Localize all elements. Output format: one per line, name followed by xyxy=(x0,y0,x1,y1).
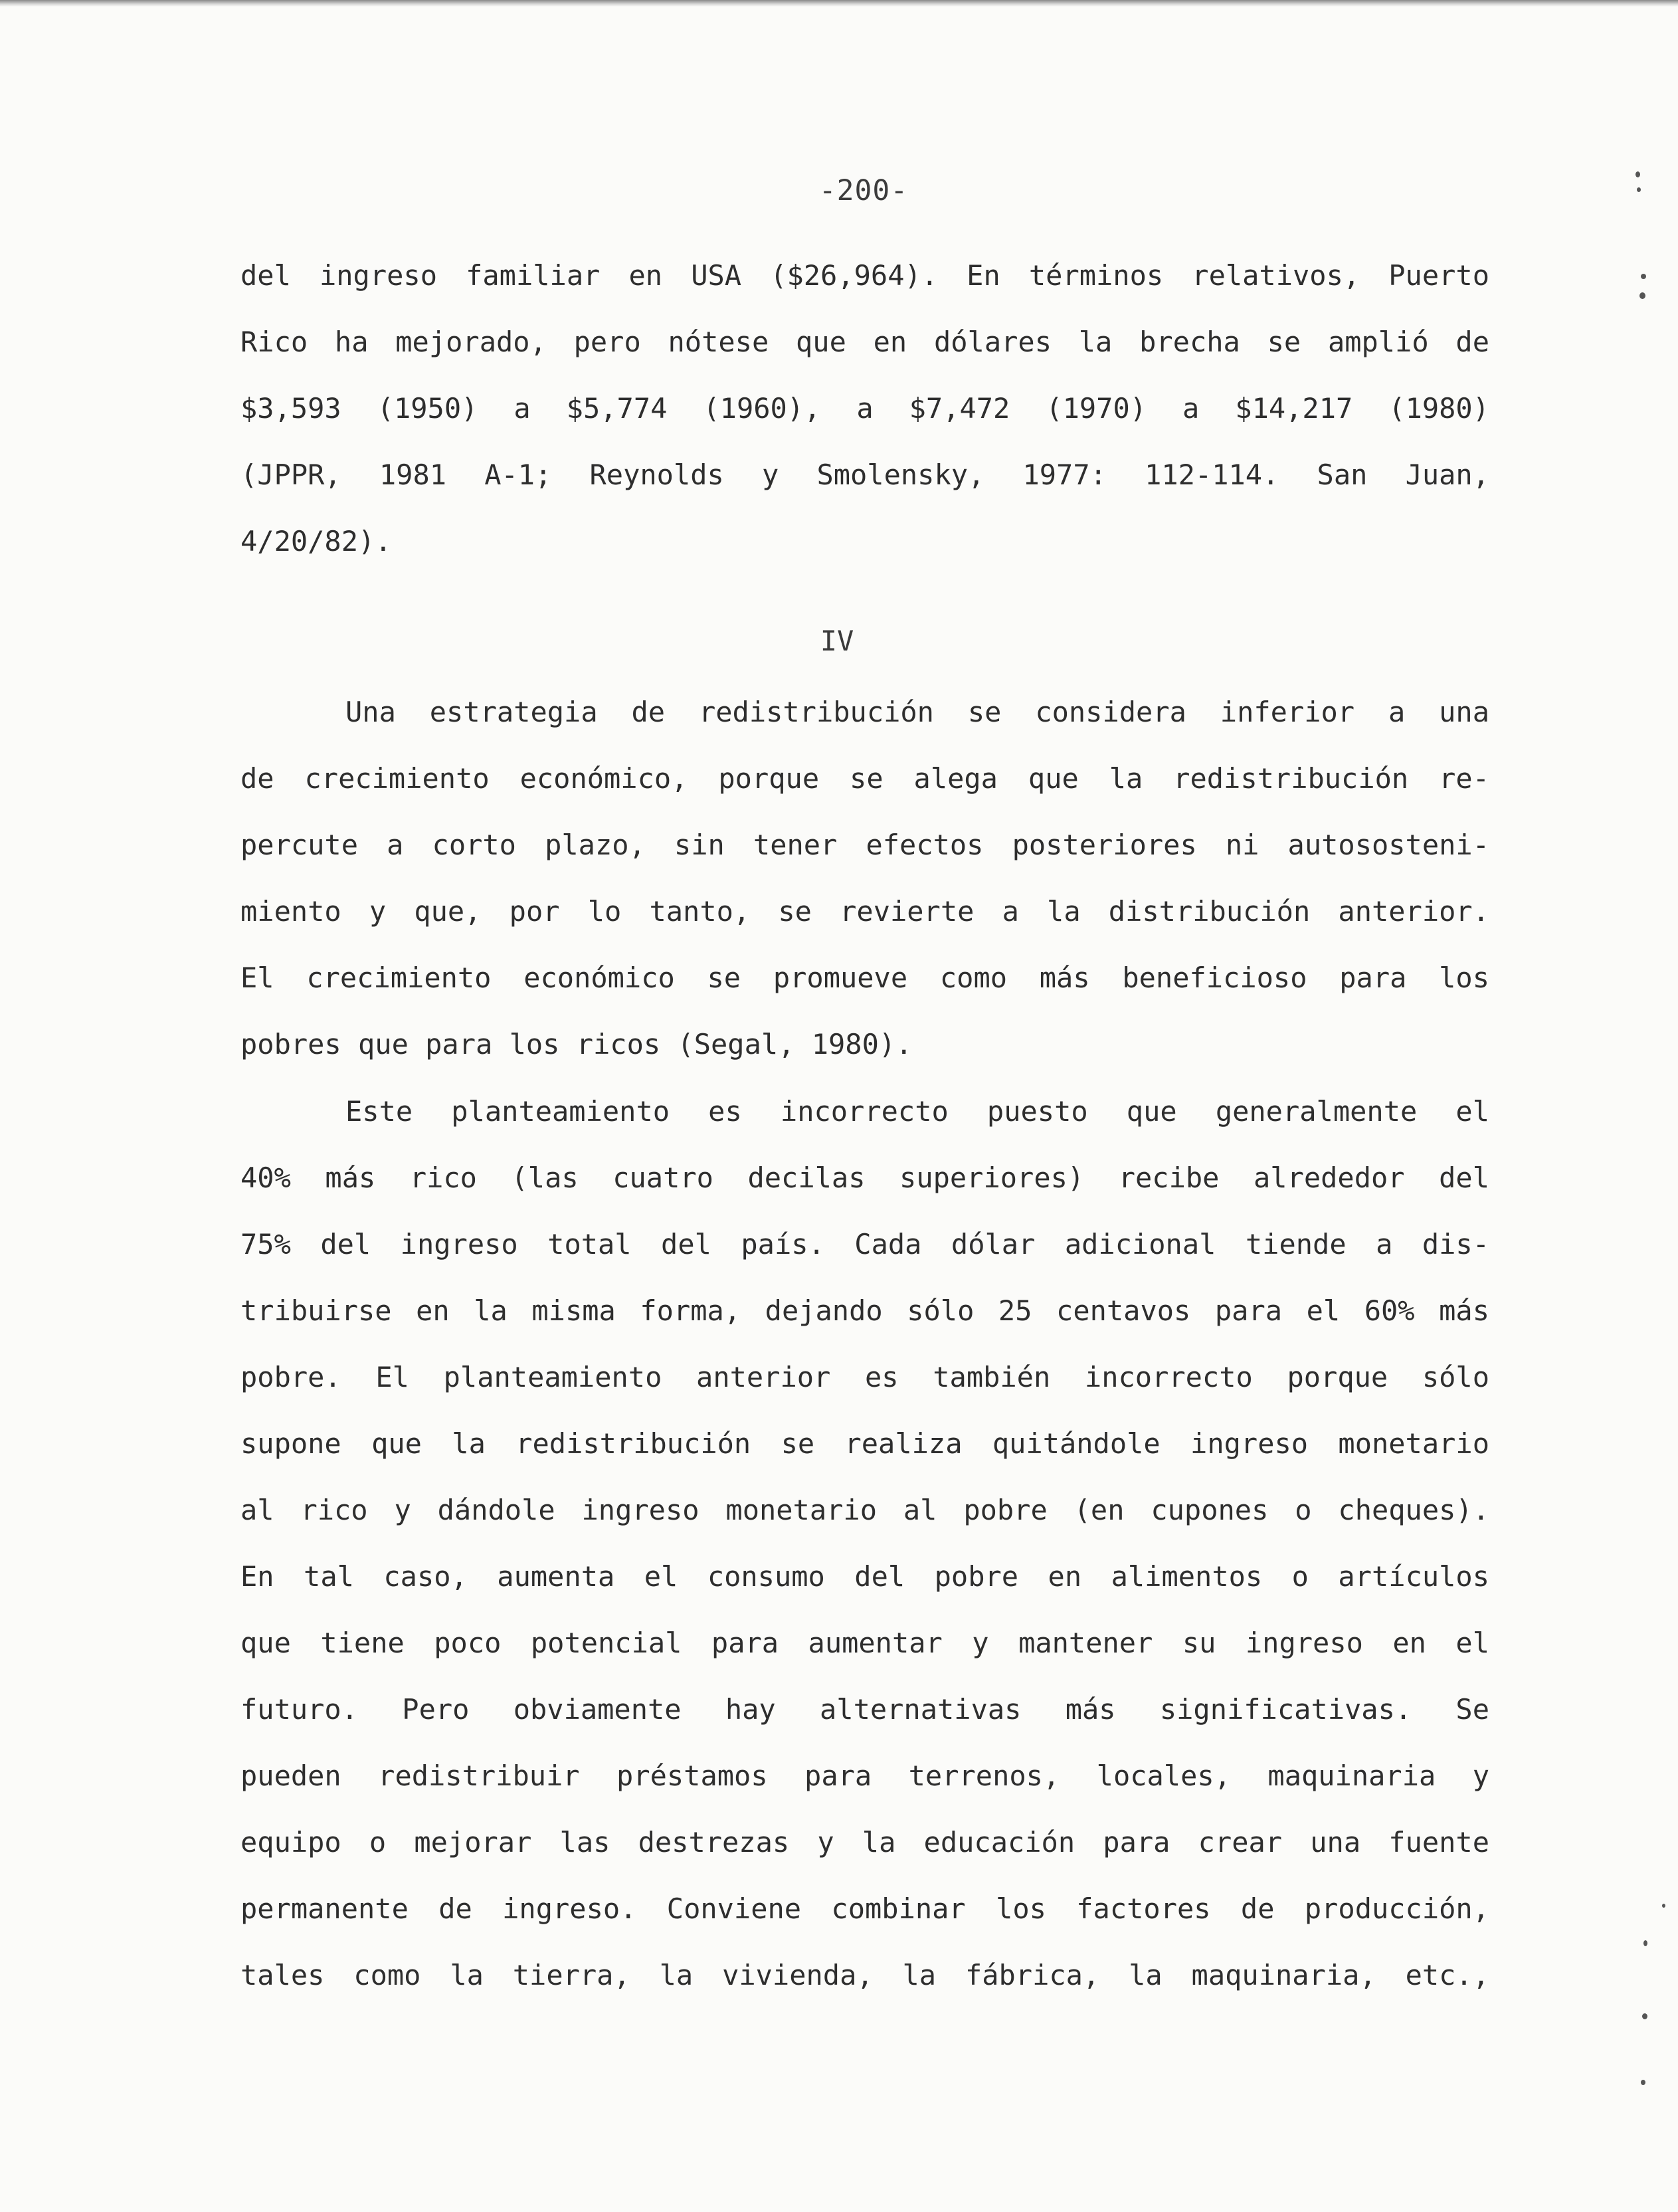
text-line: pueden redistribuir préstamos para terrenos, locales, maquinaria y xyxy=(240,1760,1489,1792)
scan-speck xyxy=(1637,187,1641,192)
text-line: que tiene poco potencial para aumentar y mantener su ingreso en el xyxy=(240,1627,1489,1659)
text-line: 40% más rico (las cuatro decilas superiores) recibe alrededor del xyxy=(240,1161,1489,1194)
scan-speck xyxy=(1662,1904,1665,1908)
text-line: al rico y dándole ingreso monetario al pobre (en cupones o cheques). xyxy=(240,1494,1489,1526)
text-line: permanente de ingreso. Conviene combinar los factores de producción, xyxy=(240,1892,1489,1925)
paragraph-counterargument xyxy=(240,1078,1489,2009)
scan-speck xyxy=(1641,274,1646,279)
text-line: 75% del ingreso total del país. Cada dólar adicional tiende a dis- xyxy=(240,1228,1489,1260)
text-line: pobre. El planteamiento anterior es también incorrecto porque sólo xyxy=(240,1361,1489,1393)
scan-speck xyxy=(1639,292,1645,299)
text-line: (JPPR, 1981 A-1; Reynolds y Smolensky, 1977: 112-114. San Juan, xyxy=(240,458,1489,491)
text-line: pobres que para los ricos (Segal, 1980). xyxy=(240,1028,913,1060)
text-line: del ingreso familiar en USA ($26,964). En términos relativos, Puerto xyxy=(240,259,1489,292)
scan-top-edge xyxy=(0,0,1678,7)
text-line: de crecimiento económico, porque se alega que la redistribución re- xyxy=(240,762,1489,795)
text-line: miento y que, por lo tanto, se revierte a la distribución anterior. xyxy=(240,895,1489,928)
text-line: El crecimiento económico se promueve como más beneficioso para los xyxy=(240,961,1489,994)
page-number: -200- xyxy=(818,174,909,207)
text-line: tales como la tierra, la vivienda, la fábrica, la maquinaria, etc., xyxy=(240,1959,1489,1991)
text-line: tribuirse en la misma forma, dejando sólo 25 centavos para el 60% más xyxy=(240,1294,1489,1327)
scan-speck xyxy=(1643,1940,1647,1946)
text-line: equipo o mejorar las destrezas y la educación para crear una fuente xyxy=(240,1826,1489,1859)
text-line: $3,593 (1950) a $5,774 (1960), a $7,472 (1970) a $14,217 (1980) xyxy=(240,392,1489,425)
text-line: percute a corto plazo, sin tener efectos posteriores ni autososteni- xyxy=(240,829,1489,861)
text-line: Este planteamiento es incorrecto puesto que generalmente el xyxy=(345,1095,1489,1128)
text-line: Rico ha mejorado, pero nótese que en dólares la brecha se amplió de xyxy=(240,326,1489,358)
text-line: supone que la redistribución se realiza quitándole ingreso monetario xyxy=(240,1427,1489,1460)
paragraph-redistribution-strategy xyxy=(240,679,1489,1078)
text-line: 4/20/82). xyxy=(240,525,392,557)
scan-speck xyxy=(1642,2013,1647,2019)
text-line: En tal caso, aumenta el consumo del pobre en alimentos o artículos xyxy=(240,1560,1489,1593)
scan-speck xyxy=(1635,171,1640,177)
text-line: Una estrategia de redistribución se considera inferior a una xyxy=(345,696,1489,728)
paragraph-continuation xyxy=(240,243,1489,575)
section-heading: IV xyxy=(820,625,854,657)
scan-speck xyxy=(1641,2080,1645,2085)
text-line: futuro. Pero obviamente hay alternativas más significativas. Se xyxy=(240,1693,1489,1726)
